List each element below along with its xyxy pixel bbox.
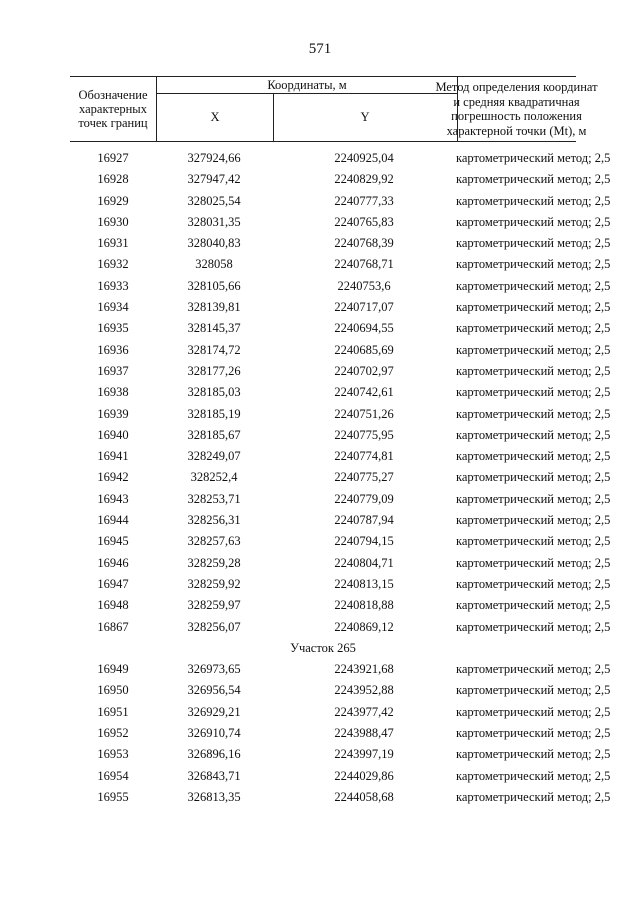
point-id-cell: 16948 bbox=[97, 598, 129, 613]
coord-x-cell: 326843,71 bbox=[187, 768, 241, 783]
coord-x-cell: 328185,19 bbox=[187, 406, 241, 421]
point-id-cell: 16931 bbox=[97, 236, 129, 251]
coord-x-cell: 328256,07 bbox=[187, 619, 241, 634]
coord-y-cell: 2240794,15 bbox=[334, 534, 394, 549]
table-row bbox=[70, 361, 611, 382]
method-cell: картометрический метод; 2,5 bbox=[456, 151, 611, 165]
point-id-cell: 16950 bbox=[97, 683, 129, 698]
table-row bbox=[70, 382, 611, 403]
table-row bbox=[70, 787, 611, 808]
coord-y-cell: 2240768,39 bbox=[334, 236, 394, 251]
table-row bbox=[70, 446, 611, 467]
header-method bbox=[435, 77, 598, 141]
coord-y-cell: 2240787,94 bbox=[334, 513, 394, 528]
table-row bbox=[70, 617, 611, 638]
header-x: X bbox=[157, 94, 274, 141]
point-id-cell: 16932 bbox=[97, 257, 129, 272]
coord-y-cell: 2240742,61 bbox=[334, 385, 394, 400]
coord-y-cell: 2240694,55 bbox=[334, 321, 394, 336]
coord-y-cell: 2243988,47 bbox=[334, 726, 394, 741]
section-heading: Участок 265 bbox=[290, 640, 356, 655]
table-row bbox=[70, 531, 611, 552]
coord-x-cell: 328259,97 bbox=[187, 598, 241, 613]
coord-y-cell: 2240753,6 bbox=[337, 278, 391, 293]
coord-x-cell: 326813,35 bbox=[187, 789, 241, 804]
coord-y-cell: 2240829,92 bbox=[334, 172, 394, 187]
coord-y-cell: 2240813,15 bbox=[334, 576, 394, 591]
table-row bbox=[70, 510, 611, 531]
coord-x-cell: 328040,83 bbox=[187, 236, 241, 251]
point-id-cell: 16942 bbox=[97, 470, 129, 485]
table-row bbox=[70, 254, 611, 275]
method-cell: картометрический метод; 2,5 bbox=[456, 576, 611, 591]
header-method-line: характерной точки (Mt), м bbox=[446, 123, 587, 138]
point-id-cell: 16929 bbox=[97, 193, 129, 208]
method-cell: картометрический метод; 2,5 bbox=[456, 704, 611, 719]
point-id-cell: 16952 bbox=[97, 726, 129, 741]
method-cell: картометрический метод; 2,5 bbox=[456, 449, 611, 464]
coord-y-cell: 2244029,86 bbox=[334, 768, 394, 783]
coord-y-cell: 2240768,71 bbox=[334, 257, 394, 272]
method-cell: картометрический метод; 2,5 bbox=[456, 321, 611, 336]
coord-y-cell: 2243921,68 bbox=[334, 662, 394, 677]
point-id-cell: 16927 bbox=[97, 151, 129, 165]
method-cell: картометрический метод; 2,5 bbox=[456, 385, 611, 400]
method-cell: картометрический метод; 2,5 bbox=[456, 726, 611, 741]
coord-x-cell: 327947,42 bbox=[187, 172, 241, 187]
header-method-line: и средняя квадратичная bbox=[453, 94, 580, 109]
table-row bbox=[70, 680, 611, 701]
method-cell: картометрический метод; 2,5 bbox=[456, 363, 611, 378]
coord-y-cell: 2240818,88 bbox=[334, 598, 394, 613]
coord-x-cell: 328252,4 bbox=[190, 470, 238, 485]
coord-x-cell: 328177,26 bbox=[187, 363, 241, 378]
table-row bbox=[70, 467, 611, 488]
table-row bbox=[70, 191, 611, 212]
coord-y-cell: 2240717,07 bbox=[334, 300, 394, 315]
coord-x-cell: 328185,67 bbox=[187, 427, 241, 442]
point-id-cell: 16951 bbox=[97, 704, 129, 719]
header-method-line: Метод определения координат bbox=[435, 80, 598, 94]
point-id-cell: 16941 bbox=[97, 449, 129, 464]
point-id-cell: 16953 bbox=[97, 747, 129, 762]
method-cell: картометрический метод; 2,5 bbox=[456, 598, 611, 613]
method-cell: картометрический метод; 2,5 bbox=[456, 342, 611, 357]
coord-x-cell: 327924,66 bbox=[187, 151, 241, 165]
point-id-cell: 16936 bbox=[97, 342, 129, 357]
method-cell: картометрический метод; 2,5 bbox=[456, 683, 611, 698]
table-row bbox=[70, 148, 611, 169]
coord-y-cell: 2240765,83 bbox=[334, 214, 394, 229]
table-row bbox=[70, 276, 611, 297]
point-id-cell: 16949 bbox=[97, 662, 129, 677]
method-cell: картометрический метод; 2,5 bbox=[456, 662, 611, 677]
method-cell: картометрический метод; 2,5 bbox=[456, 534, 611, 549]
table-row bbox=[70, 297, 611, 318]
table-row bbox=[70, 702, 611, 723]
coord-y-cell: 2240804,71 bbox=[334, 555, 394, 570]
table-row bbox=[70, 766, 611, 787]
coord-y-cell: 2240774,81 bbox=[334, 449, 394, 464]
point-id-cell: 16928 bbox=[97, 172, 129, 187]
coord-x-cell: 328185,03 bbox=[187, 385, 241, 400]
point-id-cell: 16935 bbox=[97, 321, 129, 336]
coord-y-cell: 2240775,27 bbox=[334, 470, 394, 485]
method-cell: картометрический метод; 2,5 bbox=[456, 491, 611, 506]
method-cell: картометрический метод; 2,5 bbox=[456, 747, 611, 762]
coord-y-cell: 2240702,97 bbox=[334, 363, 394, 378]
coord-y-cell: 2244058,68 bbox=[334, 789, 394, 804]
coord-x-cell: 328174,72 bbox=[187, 342, 241, 357]
coord-x-cell: 328025,54 bbox=[187, 193, 241, 208]
coord-x-cell: 328256,31 bbox=[187, 513, 241, 528]
table-row bbox=[70, 723, 611, 744]
point-id-cell: 16944 bbox=[97, 513, 129, 528]
method-cell: картометрический метод; 2,5 bbox=[456, 619, 611, 634]
coord-x-cell: 328105,66 bbox=[187, 278, 241, 293]
point-id-cell: 16954 bbox=[97, 768, 129, 783]
header-designation: Обозначение характерных точек границ bbox=[78, 88, 148, 130]
table-header bbox=[70, 76, 598, 142]
table-row bbox=[70, 318, 611, 339]
table-body bbox=[70, 148, 611, 808]
method-cell: картометрический метод; 2,5 bbox=[456, 513, 611, 528]
method-cell: картометрический метод; 2,5 bbox=[456, 236, 611, 251]
page-number: 571 bbox=[308, 41, 332, 57]
coord-y-cell: 2240775,95 bbox=[334, 427, 394, 442]
coord-x-cell: 328253,71 bbox=[187, 491, 241, 506]
table-row bbox=[70, 744, 611, 765]
coord-x-cell: 328031,35 bbox=[187, 214, 241, 229]
header-coordinates-group bbox=[156, 77, 458, 141]
method-cell: картометрический метод; 2,5 bbox=[456, 768, 611, 783]
coord-x-cell: 326973,65 bbox=[187, 662, 241, 677]
point-id-cell: 16946 bbox=[97, 555, 129, 570]
table-row bbox=[70, 212, 611, 233]
table-row bbox=[70, 489, 611, 510]
point-id-cell: 16943 bbox=[97, 491, 129, 506]
table-row bbox=[70, 553, 611, 574]
method-cell: картометрический метод; 2,5 bbox=[456, 470, 611, 485]
coord-y-cell: 2243952,88 bbox=[334, 683, 394, 698]
coord-x-cell: 326910,74 bbox=[187, 726, 241, 741]
table-row bbox=[70, 595, 611, 616]
coord-y-cell: 2240779,09 bbox=[334, 491, 394, 506]
point-id-cell: 16937 bbox=[97, 363, 129, 378]
method-cell: картометрический метод; 2,5 bbox=[456, 406, 611, 421]
table-row bbox=[70, 169, 611, 190]
header-y: Y bbox=[360, 110, 370, 124]
point-id-cell: 16867 bbox=[97, 619, 129, 634]
header-coordinates: Координаты, м bbox=[157, 77, 457, 94]
coord-x-cell: 328058 bbox=[195, 257, 233, 272]
coord-y-cell: 2243977,42 bbox=[334, 704, 394, 719]
point-id-cell: 16938 bbox=[97, 385, 129, 400]
point-id-cell: 16939 bbox=[97, 406, 129, 421]
coord-y-cell: 2243997,19 bbox=[334, 747, 394, 762]
coord-x-cell: 328145,37 bbox=[187, 321, 241, 336]
coord-y-cell: 2240925,04 bbox=[334, 151, 394, 165]
coord-x-cell: 326896,16 bbox=[187, 747, 241, 762]
point-id-cell: 16955 bbox=[97, 789, 129, 804]
coord-y-cell: 2240751,26 bbox=[334, 406, 394, 421]
method-cell: картометрический метод; 2,5 bbox=[456, 193, 611, 208]
coord-x-cell: 328259,28 bbox=[187, 555, 241, 570]
point-id-cell: 16945 bbox=[97, 534, 129, 549]
coord-x-cell: 328257,63 bbox=[187, 534, 241, 549]
table-row bbox=[70, 659, 611, 680]
coord-x-cell: 328259,92 bbox=[187, 576, 241, 591]
method-cell: картометрический метод; 2,5 bbox=[456, 300, 611, 315]
coord-x-cell: 328139,81 bbox=[187, 300, 241, 315]
header-method-line: погрешность положения bbox=[451, 109, 582, 123]
point-id-cell: 16940 bbox=[97, 427, 129, 442]
point-id-cell: 16930 bbox=[97, 214, 129, 229]
coord-x-cell: 326956,54 bbox=[187, 683, 241, 698]
coord-y-cell: 2240869,12 bbox=[334, 619, 394, 634]
table-row bbox=[70, 233, 611, 254]
table-row bbox=[70, 574, 611, 595]
method-cell: картометрический метод; 2,5 bbox=[456, 555, 611, 570]
table-row bbox=[70, 425, 611, 446]
coord-y-cell: 2240685,69 bbox=[334, 342, 394, 357]
coord-x-cell: 328249,07 bbox=[187, 449, 241, 464]
method-cell: картометрический метод; 2,5 bbox=[456, 278, 611, 293]
method-cell: картометрический метод; 2,5 bbox=[456, 427, 611, 442]
point-id-cell: 16933 bbox=[97, 278, 129, 293]
method-cell: картометрический метод; 2,5 bbox=[456, 214, 611, 229]
method-cell: картометрический метод; 2,5 bbox=[456, 172, 611, 187]
method-cell: картометрический метод; 2,5 bbox=[456, 257, 611, 272]
table-row bbox=[70, 340, 611, 361]
table-row bbox=[70, 404, 611, 425]
method-cell: картометрический метод; 2,5 bbox=[456, 789, 611, 804]
point-id-cell: 16934 bbox=[97, 300, 129, 315]
coord-x-cell: 326929,21 bbox=[187, 704, 241, 719]
point-id-cell: 16947 bbox=[97, 576, 129, 591]
coord-y-cell: 2240777,33 bbox=[334, 193, 394, 208]
